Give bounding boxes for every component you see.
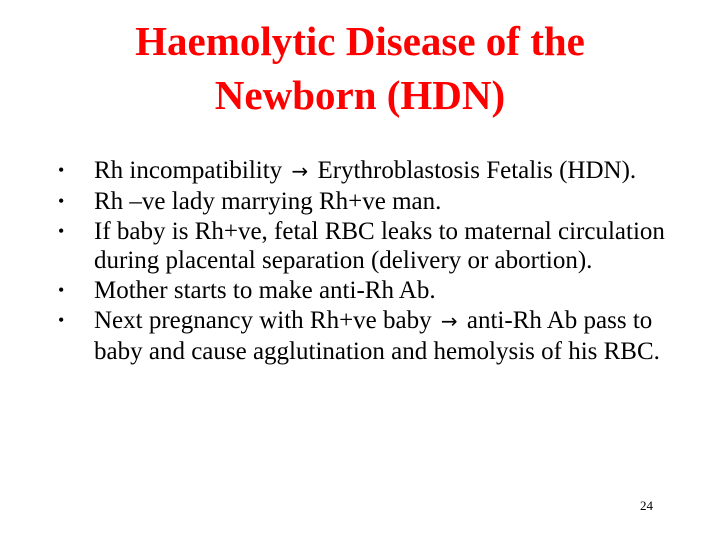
arrow-right-icon: → [291, 159, 309, 183]
bullet-icon: • [58, 309, 65, 330]
bullet-item-4 [58, 276, 698, 306]
arrow-right-icon: → [440, 308, 458, 333]
bullet-2-text: Rh –ve lady marrying Rh+ve man. [94, 187, 442, 215]
slide-title [0, 14, 720, 122]
bullet-icon: • [58, 220, 65, 241]
title-line-2: Newborn (HDN) [214, 72, 506, 118]
bullet-4-text: Mother starts to make anti-Rh Ab. [94, 277, 436, 305]
bullet-item-5 [58, 306, 698, 367]
bullet-icon: • [58, 160, 65, 180]
bullet-icon: • [58, 280, 65, 301]
title-line-1: Haemolytic Disease of the [135, 18, 585, 64]
bullet-5-text-after: anti-Rh Ab pass to baby and cause agglutination and hemolysis of his RBC. [94, 306, 660, 365]
bullet-item-3 [58, 217, 698, 277]
bullet-item-2 [58, 187, 698, 217]
bullet-1-text-before: Rh incompatibility [94, 157, 283, 184]
bullet-list [58, 156, 698, 367]
bullet-3-text: If baby is Rh+ve, fetal RBC leaks to maternal circulation during placental separation (delivery or abortion). [94, 217, 665, 275]
bullet-item-1 [58, 156, 698, 187]
bullet-1-text-after: Erythroblastosis Fetalis (HDN). [317, 157, 637, 184]
bullet-icon: • [58, 190, 65, 211]
bullet-5-text-before: Next pregnancy with Rh+ve baby [94, 306, 432, 334]
page-number: 24 [640, 498, 653, 513]
